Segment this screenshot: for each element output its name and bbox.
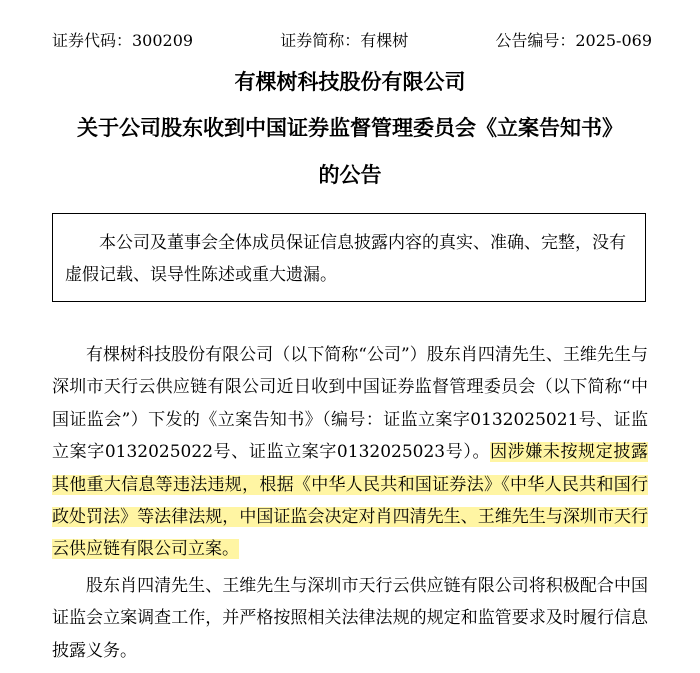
company-title: 有棵树科技股份有限公司 bbox=[234, 69, 466, 94]
announcement-title: 关于公司股东收到中国证券监督管理委员会《立案告知书》 bbox=[77, 115, 623, 140]
announcement-title-suffix: 的公告 bbox=[318, 162, 382, 187]
security-code: 证券代码：300209 bbox=[52, 31, 194, 50]
header-meta-row bbox=[52, 31, 652, 51]
disclosure-notice-box: 本公司及董事会全体成员保证信息披露内容的真实、准确、完整，没有虚假记载、误导性陈述或重大遗漏。 bbox=[52, 213, 646, 302]
paragraph-1-text: 有棵树科技股份有限公司（以下简称“公司”）股东肖四清先生、王维先生与深圳市天行云供应链有限公司近日收到中国证券监督管理委员会（以下简称“中国证监会”）下发的《立案告知书》（编号：证监立案字0132025021号、证监立案字0132025022号、证监立案字0132025023号）。 bbox=[52, 345, 648, 463]
security-name: 证券简称：有棵树 bbox=[280, 31, 409, 50]
body-paragraph-2: 股东肖四清先生、王维先生与深圳市天行云供应链有限公司将积极配合中国证监会立案调查工作，并严格按照相关法律法规的规定和监管要求及时履行信息披露义务。 bbox=[52, 576, 648, 661]
announcement-number: 公告编号：2025-069 bbox=[495, 31, 652, 50]
body-paragraph-1 bbox=[52, 339, 648, 566]
highlighted-text: 因涉嫌未按规定披露其他重大信息等违法违规，根据《中华人民共和国证券法》《中华人民共和国行政处罚法》等法律法规，中国证监会决定对肖四清先生、王维先生与深圳市天行云供应链有限公司立案。 bbox=[52, 442, 648, 560]
